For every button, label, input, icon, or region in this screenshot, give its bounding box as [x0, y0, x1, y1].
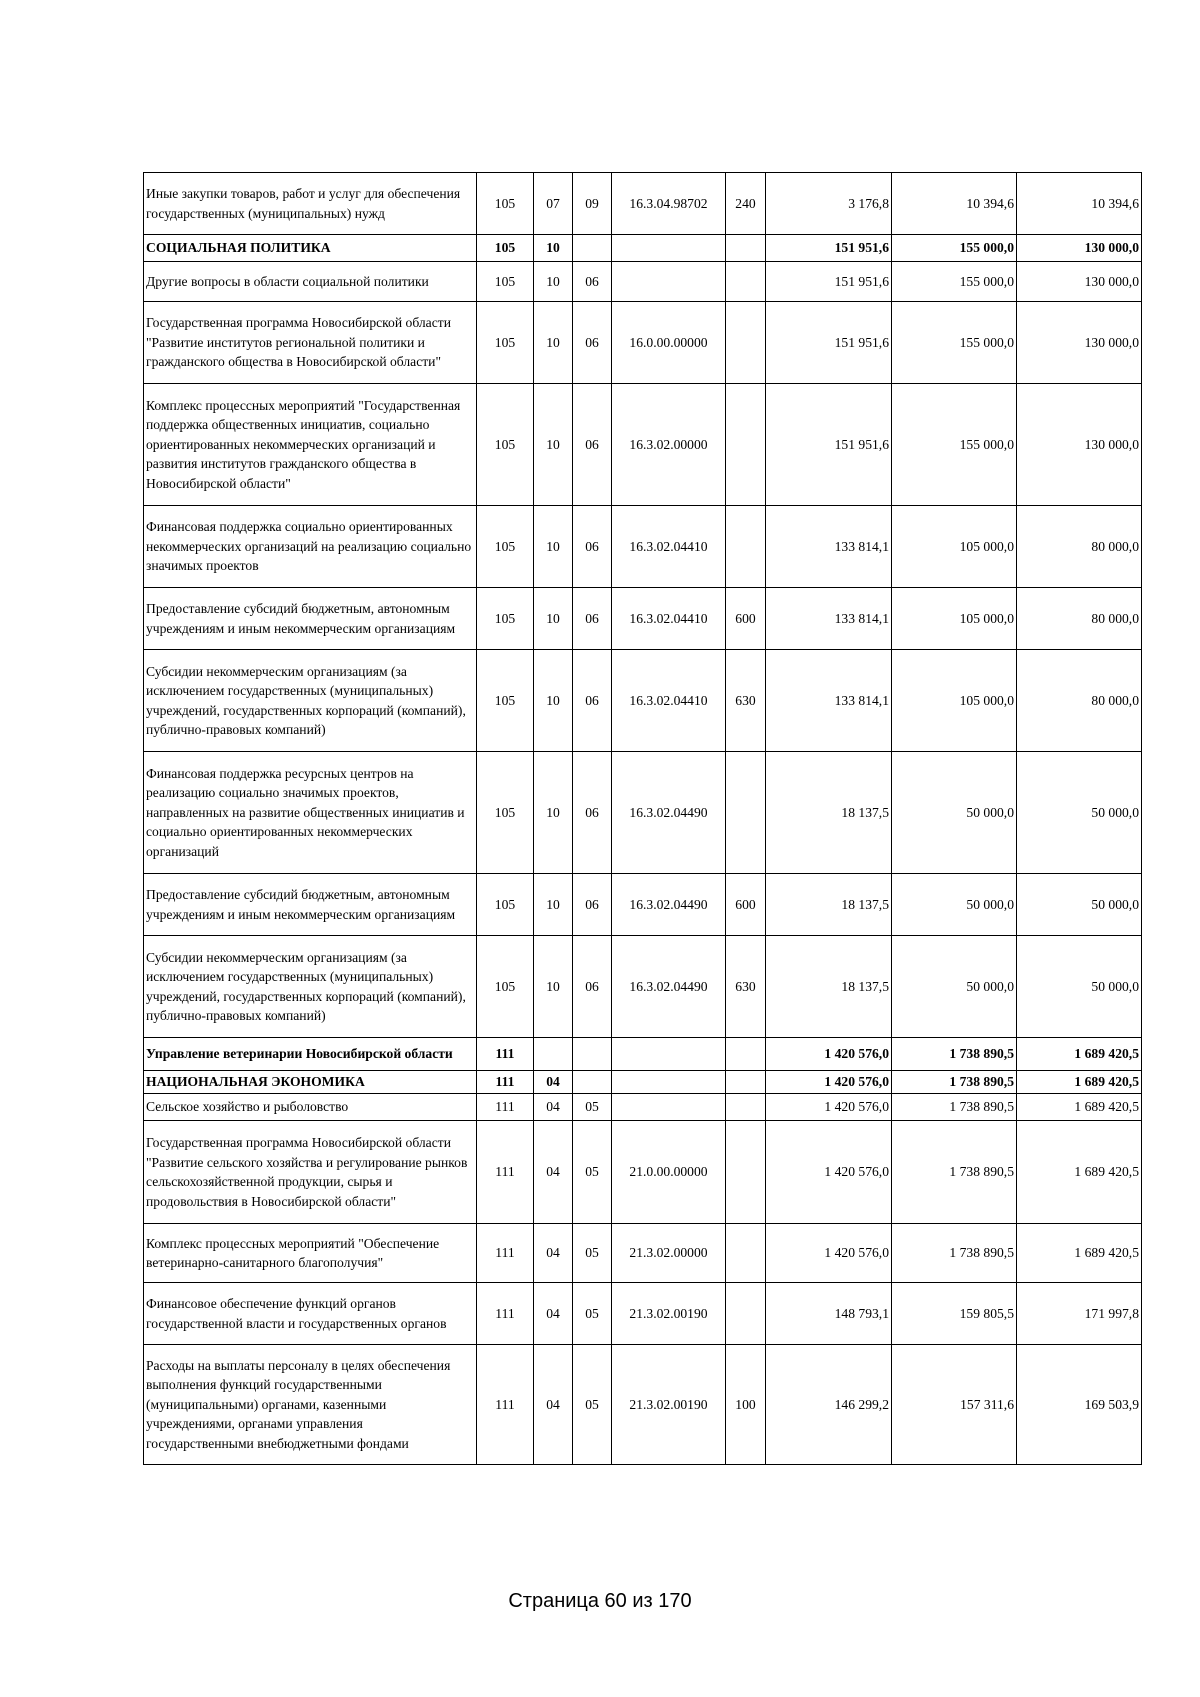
row-subsection [573, 1038, 612, 1071]
row-section: 10 [534, 752, 573, 874]
row-admin-code: 105 [477, 936, 534, 1038]
row-subsection: 05 [573, 1283, 612, 1345]
row-sum-2026: 10 394,6 [1017, 173, 1142, 235]
row-sum-2025: 50 000,0 [892, 936, 1017, 1038]
row-sum-2024: 3 176,8 [766, 173, 892, 235]
row-name: Финансовое обеспечение функций органов государственной власти и государственных органов [144, 1283, 477, 1345]
row-target-article: 16.0.00.00000 [612, 302, 726, 384]
row-target-article: 16.3.02.04410 [612, 650, 726, 752]
row-name: Финансовая поддержка ресурсных центров на реализацию социально значимых проектов, направленных на развитие общественных инициатив и социально ориентированных некоммерческих организаций [144, 752, 477, 874]
row-sum-2024: 133 814,1 [766, 506, 892, 588]
row-expense-type [726, 384, 766, 506]
row-sum-2025: 10 394,6 [892, 173, 1017, 235]
table-row [144, 1283, 1142, 1345]
row-sum-2026: 50 000,0 [1017, 936, 1142, 1038]
row-sum-2024: 146 299,2 [766, 1345, 892, 1465]
row-name: СОЦИАЛЬНАЯ ПОЛИТИКА [144, 235, 477, 262]
row-target-article: 16.3.02.04490 [612, 874, 726, 936]
table-row [144, 262, 1142, 302]
table-row [144, 752, 1142, 874]
table-body [144, 173, 1142, 1465]
row-subsection: 05 [573, 1345, 612, 1465]
row-expense-type: 600 [726, 588, 766, 650]
row-expense-type: 630 [726, 650, 766, 752]
row-sum-2026: 130 000,0 [1017, 262, 1142, 302]
table-row [144, 588, 1142, 650]
row-target-article [612, 1038, 726, 1071]
row-name: Другие вопросы в области социальной политики [144, 262, 477, 302]
row-target-article: 21.3.02.00190 [612, 1283, 726, 1345]
row-section: 10 [534, 262, 573, 302]
row-name: Иные закупки товаров, работ и услуг для обеспечения государственных (муниципальных) нужд [144, 173, 477, 235]
row-target-article: 21.0.00.00000 [612, 1121, 726, 1224]
table-row [144, 650, 1142, 752]
row-sum-2026: 80 000,0 [1017, 588, 1142, 650]
row-admin-code: 105 [477, 874, 534, 936]
row-name: Управление ветеринарии Новосибирской области [144, 1038, 477, 1071]
row-sum-2025: 105 000,0 [892, 650, 1017, 752]
row-admin-code: 105 [477, 752, 534, 874]
row-subsection: 06 [573, 302, 612, 384]
row-sum-2026: 130 000,0 [1017, 302, 1142, 384]
row-sum-2024: 1 420 576,0 [766, 1038, 892, 1071]
row-admin-code: 111 [477, 1121, 534, 1224]
row-expense-type [726, 1224, 766, 1283]
row-target-article: 16.3.02.04410 [612, 506, 726, 588]
row-sum-2024: 1 420 576,0 [766, 1121, 892, 1224]
row-sum-2026: 1 689 420,5 [1017, 1224, 1142, 1283]
table-row [144, 1071, 1142, 1094]
row-name: Государственная программа Новосибирской области "Развитие сельского хозяйства и регулирование рынков сельскохозяйственной продукции, сырья и продовольствия в Новосибирской области" [144, 1121, 477, 1224]
row-sum-2024: 1 420 576,0 [766, 1071, 892, 1094]
row-sum-2025: 1 738 890,5 [892, 1094, 1017, 1121]
row-target-article: 16.3.04.98702 [612, 173, 726, 235]
row-target-article [612, 1071, 726, 1094]
row-sum-2024: 151 951,6 [766, 384, 892, 506]
row-sum-2025: 159 805,5 [892, 1283, 1017, 1345]
row-expense-type: 100 [726, 1345, 766, 1465]
row-sum-2026: 1 689 420,5 [1017, 1038, 1142, 1071]
row-section: 04 [534, 1224, 573, 1283]
table-row [144, 936, 1142, 1038]
row-subsection: 06 [573, 752, 612, 874]
row-section: 10 [534, 874, 573, 936]
row-sum-2025: 155 000,0 [892, 302, 1017, 384]
row-expense-type [726, 506, 766, 588]
row-expense-type [726, 235, 766, 262]
row-admin-code: 111 [477, 1283, 534, 1345]
table-row [144, 235, 1142, 262]
row-sum-2025: 155 000,0 [892, 262, 1017, 302]
row-sum-2025: 155 000,0 [892, 384, 1017, 506]
row-name: НАЦИОНАЛЬНАЯ ЭКОНОМИКА [144, 1071, 477, 1094]
row-sum-2026: 80 000,0 [1017, 650, 1142, 752]
row-section: 04 [534, 1345, 573, 1465]
row-target-article: 21.3.02.00000 [612, 1224, 726, 1283]
row-name: Комплекс процессных мероприятий "Обеспечение ветеринарно-санитарного благополучия" [144, 1224, 477, 1283]
row-name: Субсидии некоммерческим организациям (за исключением государственных (муниципальных) учреждений, государственных корпораций (компаний), публично-правовых компаний) [144, 650, 477, 752]
row-admin-code: 105 [477, 506, 534, 588]
row-subsection: 09 [573, 173, 612, 235]
row-sum-2025: 105 000,0 [892, 506, 1017, 588]
table-row [144, 1121, 1142, 1224]
row-sum-2026: 171 997,8 [1017, 1283, 1142, 1345]
row-name: Финансовая поддержка социально ориентированных некоммерческих организаций на реализацию социально значимых проектов [144, 506, 477, 588]
row-section: 10 [534, 302, 573, 384]
row-sum-2024: 18 137,5 [766, 874, 892, 936]
row-sum-2025: 1 738 890,5 [892, 1224, 1017, 1283]
row-sum-2026: 169 503,9 [1017, 1345, 1142, 1465]
row-target-article: 21.3.02.00190 [612, 1345, 726, 1465]
row-expense-type: 240 [726, 173, 766, 235]
row-sum-2024: 151 951,6 [766, 302, 892, 384]
table-row [144, 1094, 1142, 1121]
row-sum-2026: 130 000,0 [1017, 235, 1142, 262]
row-name: Субсидии некоммерческим организациям (за исключением государственных (муниципальных) учреждений, государственных корпораций (компаний), публично-правовых компаний) [144, 936, 477, 1038]
row-sum-2024: 151 951,6 [766, 235, 892, 262]
row-admin-code: 111 [477, 1094, 534, 1121]
row-subsection: 06 [573, 588, 612, 650]
row-admin-code: 105 [477, 235, 534, 262]
row-expense-type [726, 1038, 766, 1071]
row-sum-2024: 133 814,1 [766, 650, 892, 752]
budget-table-container [143, 172, 1141, 1465]
row-admin-code: 105 [477, 650, 534, 752]
row-sum-2025: 105 000,0 [892, 588, 1017, 650]
row-target-article [612, 1094, 726, 1121]
row-target-article [612, 262, 726, 302]
row-section: 10 [534, 235, 573, 262]
row-subsection: 06 [573, 384, 612, 506]
table-row [144, 302, 1142, 384]
row-target-article: 16.3.02.04490 [612, 936, 726, 1038]
row-target-article [612, 235, 726, 262]
table-row [144, 1345, 1142, 1465]
row-subsection: 05 [573, 1224, 612, 1283]
row-sum-2025: 1 738 890,5 [892, 1038, 1017, 1071]
row-section: 10 [534, 588, 573, 650]
row-sum-2025: 155 000,0 [892, 235, 1017, 262]
row-section: 10 [534, 384, 573, 506]
row-admin-code: 111 [477, 1345, 534, 1465]
row-sum-2026: 1 689 420,5 [1017, 1121, 1142, 1224]
row-sum-2024: 133 814,1 [766, 588, 892, 650]
row-name: Комплекс процессных мероприятий "Государственная поддержка общественных инициатив, социально ориентированных некоммерческих организаций и развития институтов гражданского общества в Новосибирской области" [144, 384, 477, 506]
row-sum-2024: 1 420 576,0 [766, 1224, 892, 1283]
row-admin-code: 105 [477, 173, 534, 235]
table-row [144, 1038, 1142, 1071]
row-subsection [573, 1071, 612, 1094]
row-sum-2025: 1 738 890,5 [892, 1121, 1017, 1224]
row-subsection: 06 [573, 262, 612, 302]
row-admin-code: 111 [477, 1038, 534, 1071]
row-expense-type [726, 1121, 766, 1224]
row-subsection: 06 [573, 650, 612, 752]
row-target-article: 16.3.02.04490 [612, 752, 726, 874]
row-admin-code: 105 [477, 384, 534, 506]
row-expense-type [726, 1094, 766, 1121]
row-name: Сельское хозяйство и рыболовство [144, 1094, 477, 1121]
row-target-article: 16.3.02.04410 [612, 588, 726, 650]
table-row [144, 874, 1142, 936]
row-target-article: 16.3.02.00000 [612, 384, 726, 506]
row-expense-type [726, 752, 766, 874]
row-subsection: 05 [573, 1121, 612, 1224]
table-row [144, 173, 1142, 235]
row-section: 04 [534, 1094, 573, 1121]
row-sum-2026: 50 000,0 [1017, 752, 1142, 874]
row-sum-2025: 50 000,0 [892, 752, 1017, 874]
table-row [144, 384, 1142, 506]
row-section: 04 [534, 1283, 573, 1345]
row-name: Предоставление субсидий бюджетным, автономным учреждениям и иным некоммерческим организациям [144, 588, 477, 650]
row-expense-type: 600 [726, 874, 766, 936]
row-sum-2024: 148 793,1 [766, 1283, 892, 1345]
row-sum-2024: 151 951,6 [766, 262, 892, 302]
page-footer: Страница 60 из 170 [508, 1590, 692, 1612]
table-row [144, 1224, 1142, 1283]
row-sum-2026: 80 000,0 [1017, 506, 1142, 588]
row-subsection: 06 [573, 936, 612, 1038]
row-expense-type [726, 1283, 766, 1345]
row-section: 10 [534, 506, 573, 588]
row-name: Расходы на выплаты персоналу в целях обеспечения выполнения функций государственными (муниципальными) органами, казенными учреждениями, органами управления государственными внебюджетными фондами [144, 1345, 477, 1465]
row-sum-2026: 1 689 420,5 [1017, 1071, 1142, 1094]
row-name: Государственная программа Новосибирской области "Развитие институтов региональной политики и гражданского общества в Новосибирской области" [144, 302, 477, 384]
row-subsection: 06 [573, 874, 612, 936]
row-admin-code: 105 [477, 262, 534, 302]
row-section: 10 [534, 936, 573, 1038]
row-section: 07 [534, 173, 573, 235]
row-section: 04 [534, 1121, 573, 1224]
row-admin-code: 105 [477, 588, 534, 650]
row-section: 04 [534, 1071, 573, 1094]
row-admin-code: 111 [477, 1224, 534, 1283]
row-sum-2026: 1 689 420,5 [1017, 1094, 1142, 1121]
row-subsection: 05 [573, 1094, 612, 1121]
row-subsection [573, 235, 612, 262]
row-expense-type [726, 262, 766, 302]
row-subsection: 06 [573, 506, 612, 588]
row-section [534, 1038, 573, 1071]
table-row [144, 506, 1142, 588]
row-sum-2026: 50 000,0 [1017, 874, 1142, 936]
row-sum-2026: 130 000,0 [1017, 384, 1142, 506]
row-sum-2024: 1 420 576,0 [766, 1094, 892, 1121]
row-section: 10 [534, 650, 573, 752]
row-sum-2025: 1 738 890,5 [892, 1071, 1017, 1094]
row-expense-type [726, 1071, 766, 1094]
budget-table [143, 172, 1142, 1465]
row-sum-2025: 157 311,6 [892, 1345, 1017, 1465]
row-sum-2025: 50 000,0 [892, 874, 1017, 936]
row-sum-2024: 18 137,5 [766, 936, 892, 1038]
row-expense-type [726, 302, 766, 384]
row-name: Предоставление субсидий бюджетным, автономным учреждениям и иным некоммерческим организациям [144, 874, 477, 936]
row-admin-code: 111 [477, 1071, 534, 1094]
row-expense-type: 630 [726, 936, 766, 1038]
row-sum-2024: 18 137,5 [766, 752, 892, 874]
row-admin-code: 105 [477, 302, 534, 384]
